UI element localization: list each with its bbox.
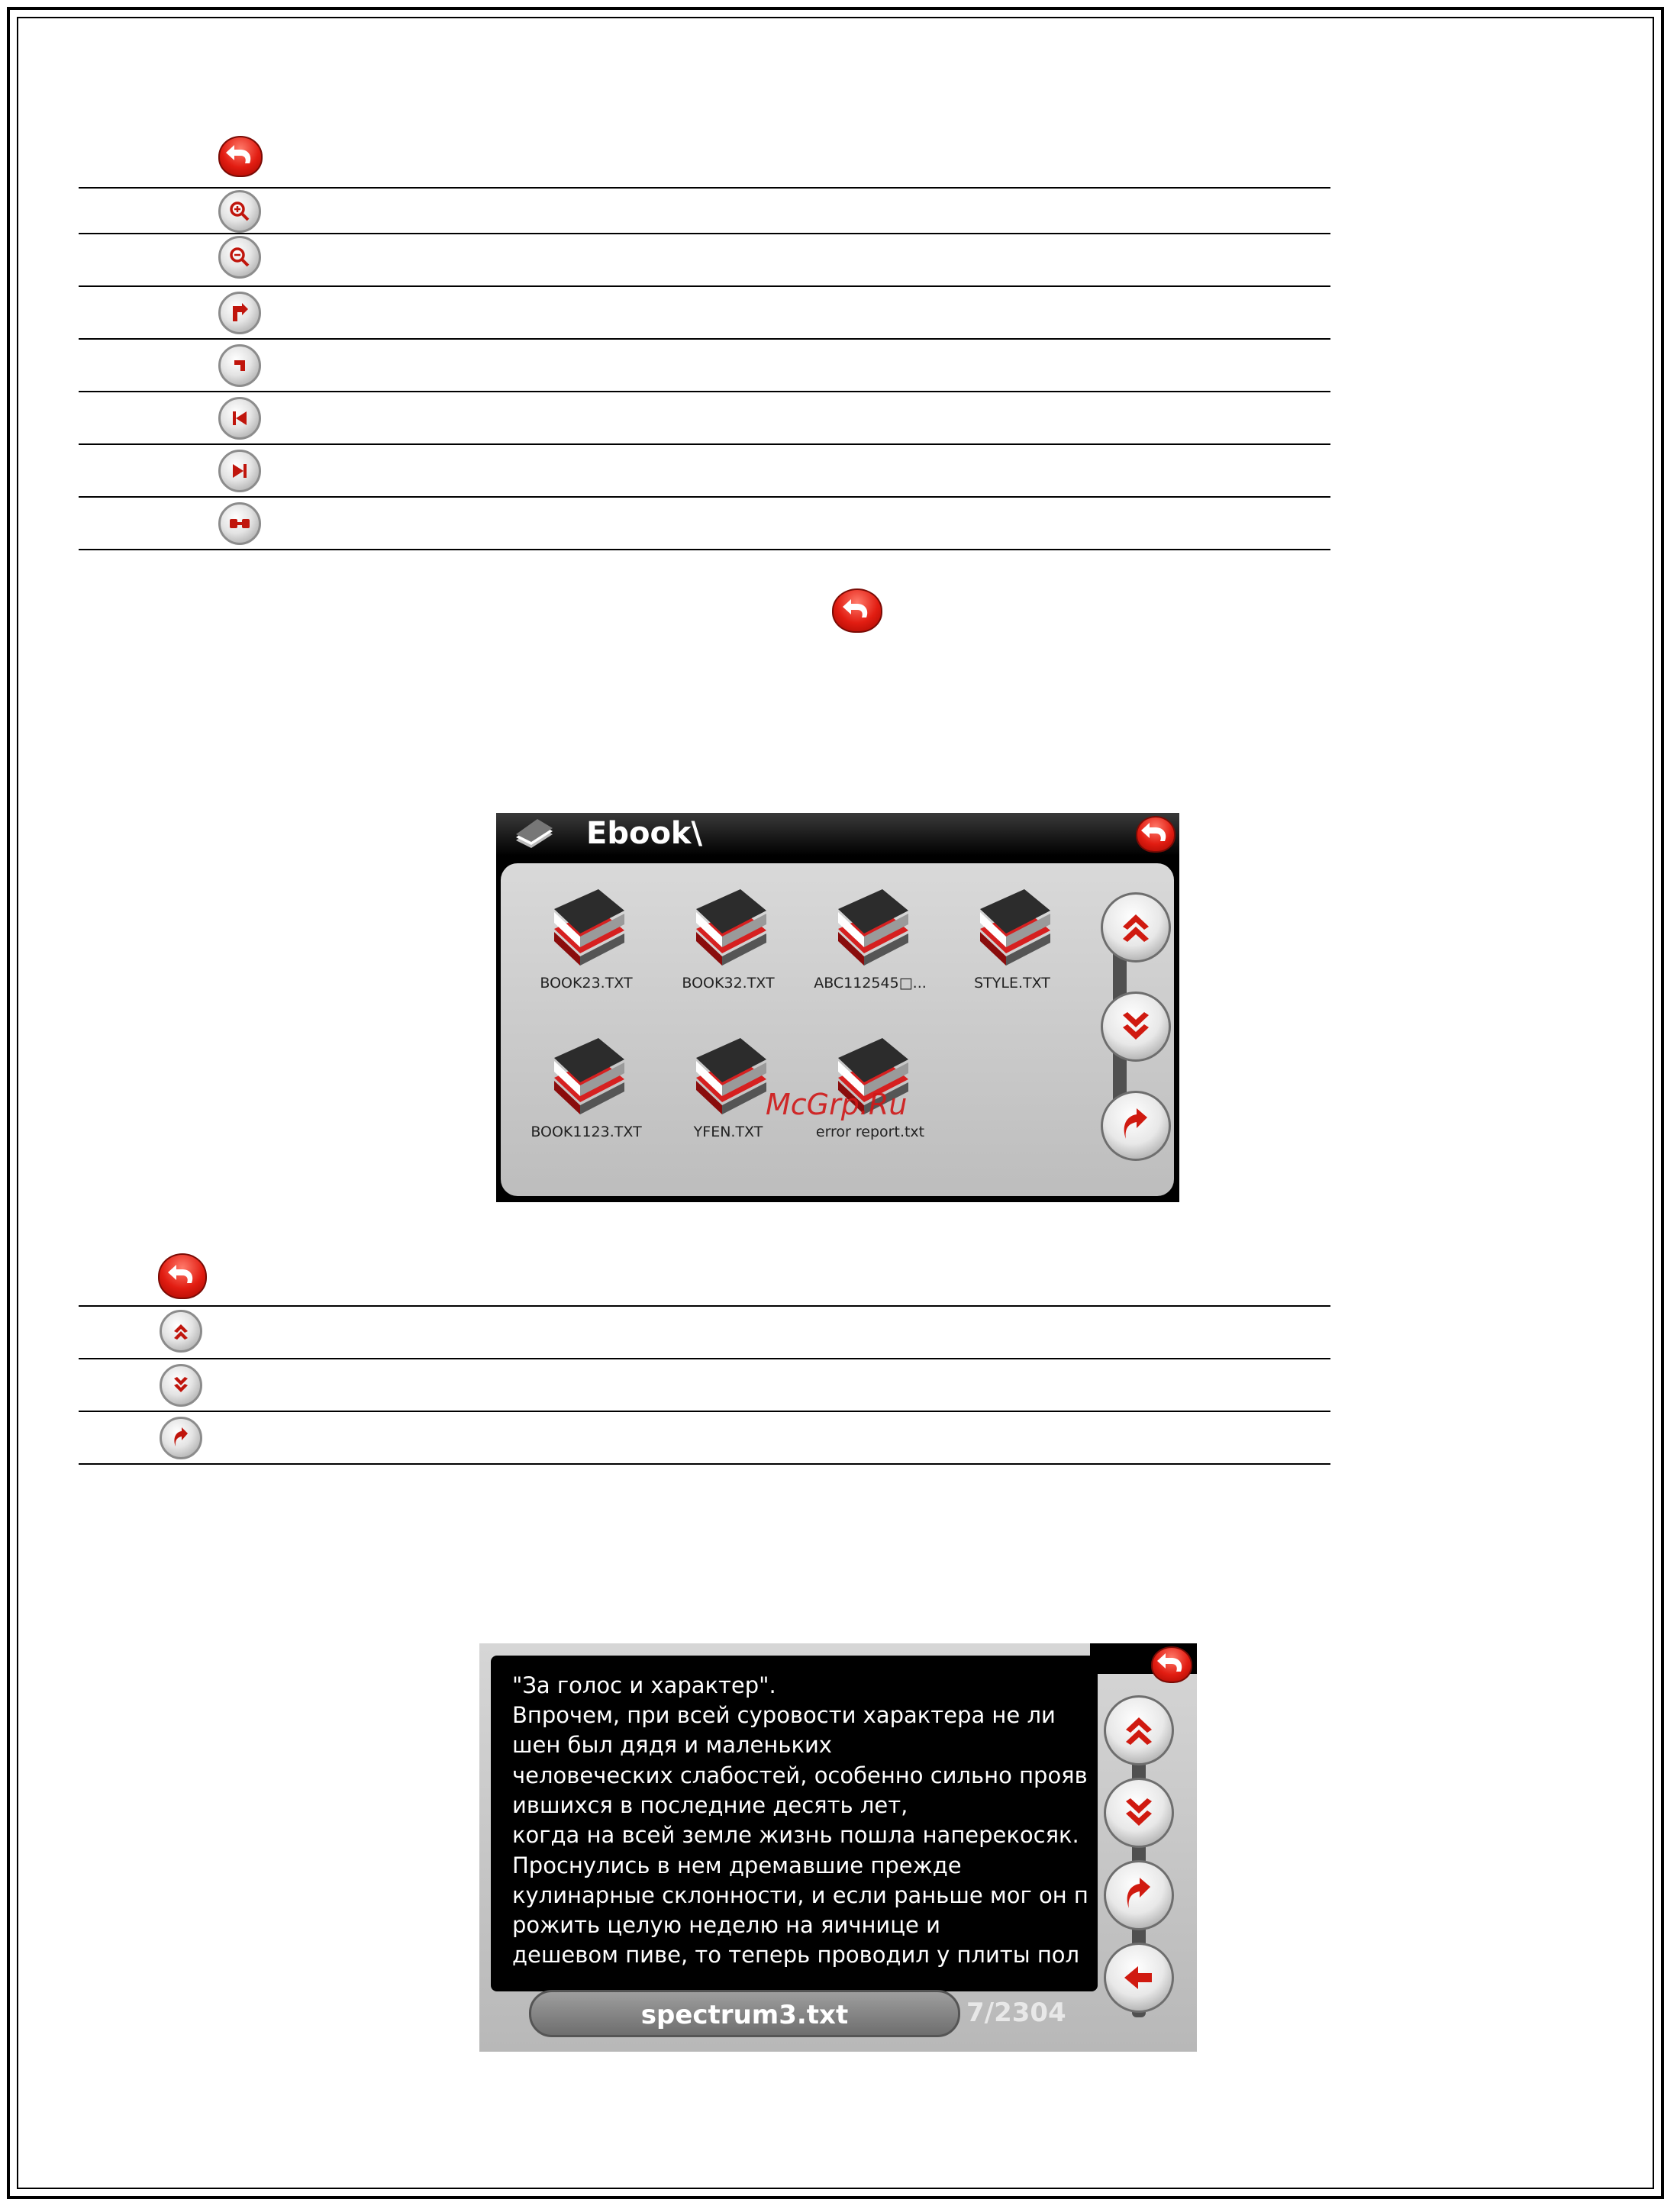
legend-row-back: [79, 130, 1330, 189]
file-name: BOOK32.TXT: [682, 975, 775, 992]
file-item[interactable]: [801, 886, 939, 1008]
up-folder-button[interactable]: [1101, 1091, 1171, 1161]
legend-row-page-up: [79, 1307, 1330, 1359]
legend-row-next: [79, 445, 1330, 498]
up-folder-icon: [1118, 1875, 1159, 1916]
file-name: STYLE.TXT: [974, 975, 1050, 992]
book-icon: [695, 886, 768, 970]
legend-row-page-down: [79, 1359, 1330, 1412]
legend-row-rotate: [79, 287, 1330, 340]
legend-row-previous: [79, 392, 1330, 445]
file-item[interactable]: [660, 886, 797, 1008]
page-down-icon: [160, 1364, 202, 1407]
next-icon: [218, 450, 261, 492]
up-folder-button[interactable]: [1104, 1860, 1174, 1930]
rotate-icon: [218, 292, 261, 334]
watermark: McGrp.Ru: [766, 1088, 908, 1121]
text-line: шен был дядя и маленьких: [512, 1732, 832, 1758]
text-line: когда на всей земле жизнь пошла наперекосяк.: [512, 1822, 1079, 1848]
text-line: Проснулись в нем дремавшие прежде: [512, 1852, 962, 1878]
page-up-button[interactable]: [1101, 892, 1171, 963]
book-icon: [695, 1035, 768, 1119]
book-icon: [553, 886, 626, 970]
text-line: Впрочем, при всей суровости характера не ли: [512, 1702, 1056, 1728]
page-down-icon: [1115, 1006, 1156, 1047]
up-folder-icon: [160, 1417, 202, 1459]
legend-row-zoom-in: [79, 189, 1330, 234]
text-line: человеческих слабостей, особенно сильно прояв: [512, 1762, 1088, 1788]
legend-row-up-folder: [79, 1412, 1330, 1465]
go-to-page-icon: [218, 502, 261, 545]
file-name: ABC112545□...: [814, 975, 927, 992]
back-button[interactable]: [1136, 816, 1176, 853]
file-grid-panel: [501, 863, 1174, 1196]
zoom-in-icon: [218, 190, 261, 233]
legend-row-fullscreen: [79, 340, 1330, 392]
page-down-icon: [1118, 1792, 1159, 1833]
file-name: YFEN.TXT: [693, 1124, 763, 1140]
back-button[interactable]: [1151, 1646, 1192, 1683]
page-up-icon: [160, 1310, 202, 1353]
file-item[interactable]: [943, 886, 1081, 1008]
text-line: кулинарные склонности, и если раньше мог он п: [512, 1882, 1088, 1908]
back-arrow-button[interactable]: [1104, 1943, 1174, 2013]
page-up-button[interactable]: [1104, 1695, 1174, 1765]
folder-path-title: Ebook\: [586, 816, 703, 851]
text-content-area: [491, 1656, 1098, 1991]
file-name: spectrum3.txt: [640, 2000, 849, 2030]
up-folder-icon: [1115, 1105, 1156, 1146]
file-item[interactable]: [518, 1035, 655, 1157]
file-name-bar: [529, 1990, 960, 2037]
text-line: рожить целую неделю на яичнице и: [512, 1912, 940, 1938]
book-folder-icon: [513, 817, 556, 848]
zoom-out-icon: [218, 236, 261, 279]
left-arrow-icon: [1118, 1957, 1159, 1998]
legend-row-go-to-page: [79, 498, 1330, 550]
file-item[interactable]: [518, 886, 655, 1008]
page-counter: 7/2304: [966, 1998, 1066, 2028]
book-icon: [979, 886, 1052, 970]
text-line: ившихся в последние десять лет,: [512, 1792, 908, 1818]
previous-icon: [218, 397, 261, 440]
back-icon: [832, 588, 882, 633]
page-down-button[interactable]: [1104, 1778, 1174, 1848]
page-up-icon: [1115, 907, 1156, 948]
file-name: error report.txt: [815, 1124, 925, 1140]
text-line: дешевом пиве, то теперь проводил у плиты пол: [512, 1942, 1080, 1968]
book-icon: [553, 1035, 626, 1119]
file-name: BOOK1123.TXT: [531, 1124, 642, 1140]
text-reader-screenshot: [479, 1643, 1197, 2052]
page-up-icon: [1118, 1710, 1159, 1751]
back-icon: [158, 1253, 207, 1299]
back-icon: [218, 136, 263, 177]
fullscreen-icon: [218, 344, 261, 387]
book-icon: [837, 886, 910, 970]
file-name: BOOK23.TXT: [540, 975, 633, 992]
text-line: "За голос и характер".: [512, 1672, 776, 1698]
legend-row-back: [79, 1252, 1330, 1307]
page-down-button[interactable]: [1101, 992, 1171, 1062]
legend-row-zoom-out: [79, 234, 1330, 287]
ebook-browser-screenshot: [496, 813, 1179, 1202]
